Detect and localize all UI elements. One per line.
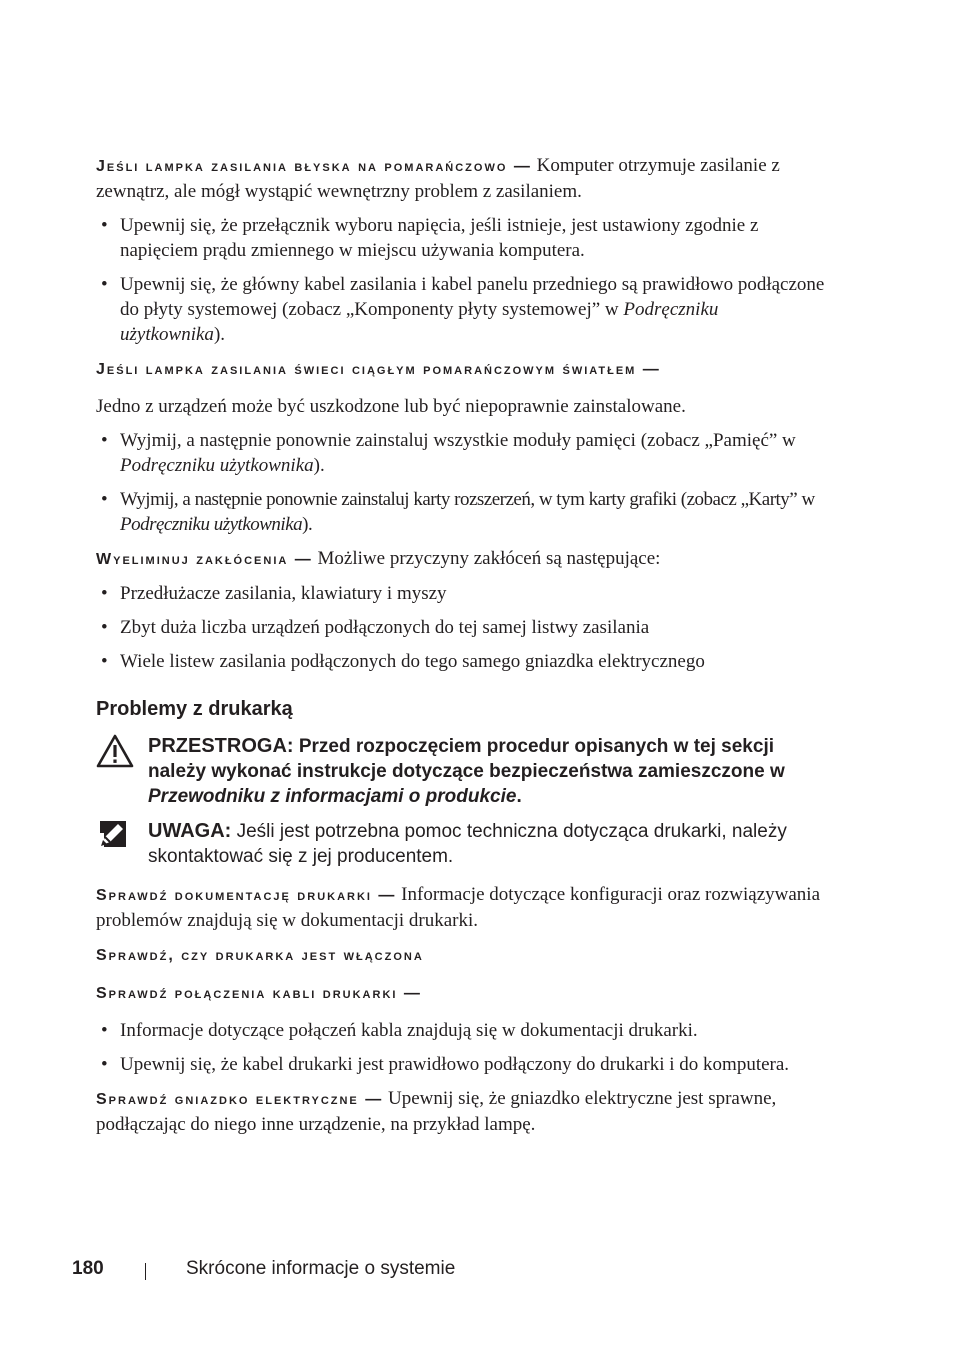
list-item (96, 487, 826, 537)
list-item-text: Wyjmij, a następnie ponownie zainstaluj wszystkie moduły pamięci (zobacz „Pamięć” w (120, 430, 796, 451)
list-item-text: Informacje dotyczące połączeń kabla znajdują się w dokumentacji drukarki. (120, 1020, 698, 1041)
list-item (96, 1052, 826, 1077)
bullet-icon: • (101, 651, 108, 672)
bullet-list (96, 213, 826, 347)
bullet-list (96, 1018, 826, 1077)
list-item-text-end: ). (213, 324, 226, 345)
notice-text-main: Jeśli jest potrzebna pomoc techniczna dotycząca drukarki, należy skontaktować się z jej producentem. (148, 821, 787, 867)
body-paragraph: Jedno z urządzeń może być uszkodzone lub być niepoprawnie zainstalowane. (96, 396, 686, 417)
list-item (96, 1018, 826, 1043)
procedure-paragraph (96, 356, 826, 382)
bullet-icon: • (101, 583, 108, 604)
bullet-icon: • (101, 274, 108, 295)
bullet-icon: • (101, 1054, 108, 1075)
notice-text (148, 821, 787, 867)
list-item-text: Upewnij się, że przełącznik wyboru napięcia, jeśli istnieje, jest ustawiony zgodnie z napięciem prądu zmiennego w miejscu używania komputera. (120, 215, 759, 261)
page-footer (72, 1258, 672, 1282)
procedure-paragraph (96, 546, 826, 572)
bullet-icon: • (101, 617, 108, 638)
notice-text-end: . (516, 786, 522, 807)
list-item-text-end: ). (302, 514, 313, 535)
bullet-icon: • (101, 1020, 108, 1041)
book-title: Podręczniku użytkownika (120, 514, 303, 535)
list-item (96, 272, 826, 347)
list-item (96, 649, 826, 674)
procedure-text: Komputer otrzymuje zasilanie z zewnątrz, ale mógł wystąpić wewnętrzny problem z zasilaniem. (96, 155, 780, 202)
procedure-text: Upewnij się, że gniazdko elektryczne jest sprawne, podłączając do niego inne urządzenie, na przykład lampę. (96, 1088, 777, 1135)
book-title: Przewodniku z informacjami o produkcie (148, 786, 517, 807)
list-item-text: Zbyt duża liczba urządzeń podłączonych do tej samej listwy zasilania (120, 617, 650, 638)
procedure-paragraph (96, 153, 826, 204)
section-heading: Problemy z drukarką (96, 698, 293, 720)
procedure-heading: Sprawdź, czy drukarka jest włączona (96, 947, 424, 964)
procedure-text: Możliwe przyczyny zakłóceń są następujące: (317, 548, 661, 569)
bullet-list (96, 581, 826, 674)
procedure-paragraph (96, 1086, 826, 1137)
note-notice (96, 819, 826, 869)
footer-divider (145, 1263, 146, 1280)
note-pencil-icon (96, 819, 128, 856)
list-item (96, 428, 826, 478)
book-title: Podręczniku użytkownika (120, 455, 314, 476)
chapter-title: Skrócone informacje o systemie (186, 1258, 456, 1279)
list-item-text-end: ). (313, 455, 325, 476)
bullet-icon: • (101, 489, 108, 510)
bullet-icon: • (101, 215, 108, 236)
list-item-text: Upewnij się, że główny kabel zasilania i kabel panelu przedniego są prawidłowo podłączone do płyty systemowej (zobacz „Komponenty płyty systemowej” w (120, 274, 825, 320)
procedure-heading: Jeśli lampka zasilania błyska na pomarańczowo — (96, 158, 532, 175)
list-item-text: Wiele listew zasilania podłączonych do tego samego gniazdka elektrycznego (120, 651, 705, 672)
procedure-heading: Sprawdź połączenia kabli drukarki — (96, 985, 422, 1002)
page-content (96, 153, 826, 1146)
list-item-text: Wyjmij, a następnie ponownie zainstaluj karty rozszerzeń, w tym karty grafiki (zobacz „Karty” w (120, 489, 815, 510)
warning-triangle-icon (96, 734, 134, 775)
procedure-paragraph (96, 882, 826, 933)
bullet-list (96, 428, 826, 537)
notice-label: PRZESTROGA: (148, 735, 294, 757)
list-item-text: Upewnij się, że kabel drukarki jest prawidłowo podłączony do drukarki i do komputera. (120, 1054, 790, 1075)
list-item (96, 615, 826, 640)
caution-notice (96, 734, 826, 809)
list-item (96, 213, 826, 263)
procedure-heading: Jeśli lampka zasilania świeci ciągłym pomarańczowym światłem — (96, 361, 661, 378)
book-title: Podręczniku użytkownika (120, 299, 719, 345)
notice-label: UWAGA: (148, 820, 232, 842)
bullet-icon: • (101, 430, 108, 451)
procedure-heading: Sprawdź gniazdko elektryczne — (96, 1091, 384, 1108)
procedure-text: Informacje dotyczące konfiguracji oraz rozwiązywania problemów znajdują się w dokumentacji drukarki. (96, 884, 820, 931)
page-number: 180 (72, 1258, 104, 1279)
procedure-heading: Wyeliminuj zakłócenia — (96, 551, 313, 568)
list-item (96, 581, 826, 606)
procedure-paragraph (96, 980, 826, 1006)
procedure-heading: Sprawdź dokumentację drukarki — (96, 887, 397, 904)
document-flow (96, 153, 826, 1137)
procedure-paragraph (96, 942, 826, 968)
notice-text-main: Przed rozpoczęciem procedur opisanych w tej sekcji należy wykonać instrukcje dotyczące bezpieczeństwa zamieszczone w (148, 736, 785, 782)
list-item-text: Przedłużacze zasilania, klawiatury i myszy (120, 583, 447, 604)
